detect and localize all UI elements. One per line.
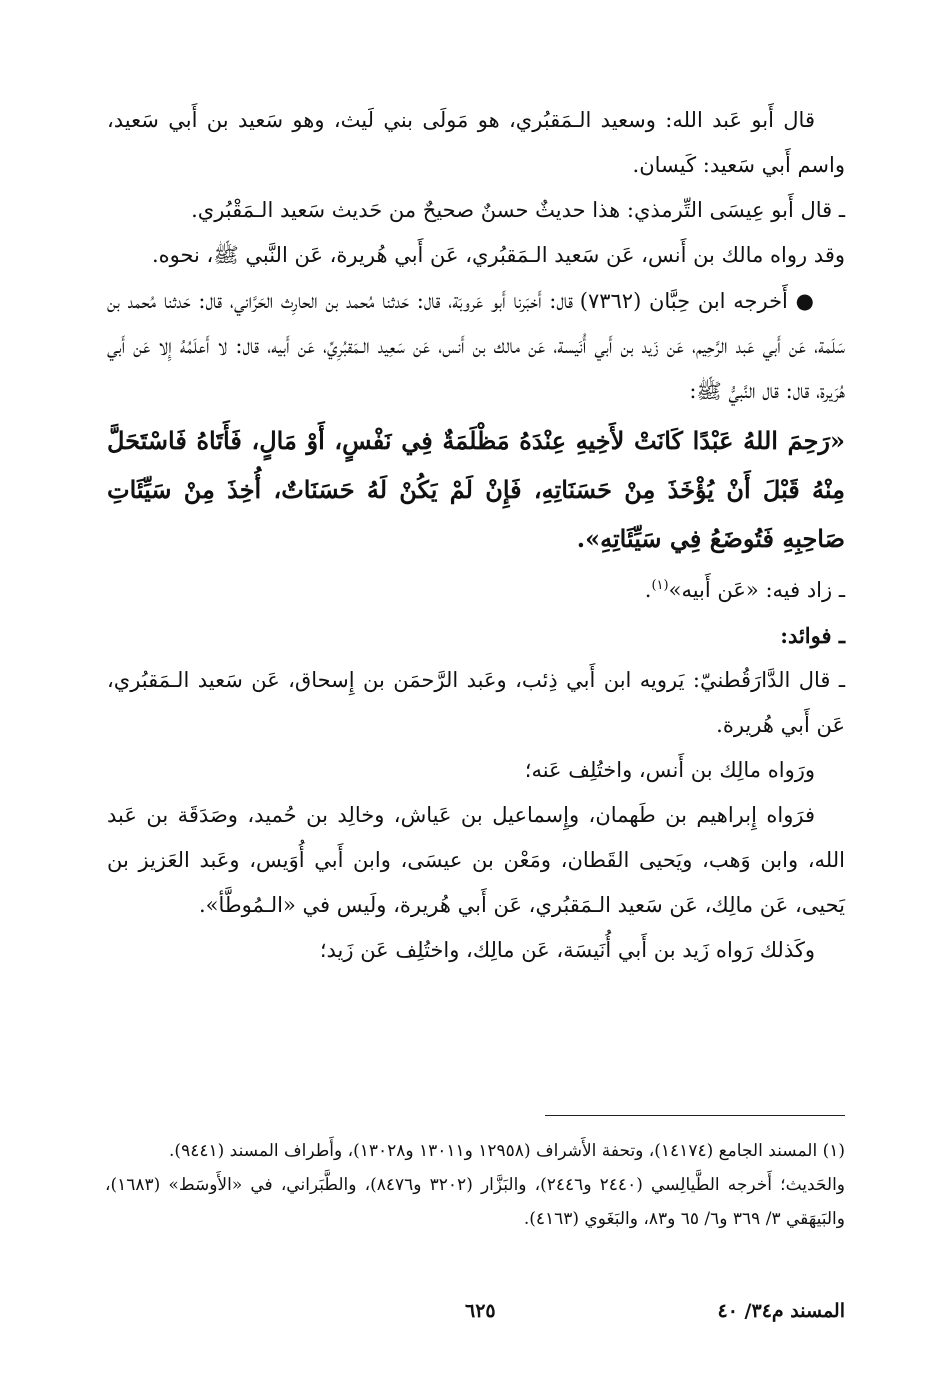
isnad-text: أَخرجه ابن حِبَّان (٧٣٦٢) قال: أَخبَرنا أَبو عَروبَة، قال: حَدثنا مُحمد بن الحارِث الحَرَّاني، قال: حَدثنا مُحمد بن سَلَمة، عَن أَبي عَبد الرَّحِيم، عَن زَيد بن أَبي أُنَيسة، عَن مالك بن أَنس، عَن سَعِيد الـمَقبُرِيِّ، عَن أَبيه، قال: لا أَعلَمُهُ إِلا عَن أَبي هُرَيرة، قال: قال النَّبيُّ ﷺ: xyxy=(107,289,845,403)
bullet-marker: ● xyxy=(795,288,815,313)
paragraph-tirmidhi: ـ قال أَبو عِيسَى التِّرمذي: هذا حديثٌ حسنٌ صحيحٌ من حَديث سَعيد الـمَقْبُري. xyxy=(191,198,845,222)
paragraph-abu-abdullah: قال أَبو عَبد الله: وسعيد الـمَقبُري، هو مَولَى بني لَيث، وهو سَعيد بن أَبي سَعيد، واسم أَبي سَعيد: كَيسان. xyxy=(107,108,845,177)
hadith-text: «رَحِمَ اللهُ عَبْدًا كَانَتْ لأَخِيهِ عِنْدَهُ مَظْلَمَةٌ فِي نَفْسٍ، أَوْ مَالٍ، فَأَتَاهُ فَاسْتَحَلَّ مِنْهُ قَبْلَ أَنْ يُؤْخَذَ مِنْ حَسَنَاتِهِ، فَإِنْ لَمْ يَكُنْ لَهُ حَسَنَاتٌ، أُخِذَ مِنْ سَيِّئَاتِ صَاحِبِهِ فَتُوضَعُ فِي سَيِّئَاتِهِ». xyxy=(107,426,845,553)
volume-label: المسند م٣٤/ ٤٠ xyxy=(717,1300,845,1322)
paragraph-zayd: وكَذلك رَواه زَيد بن أَبي أُنَيسَة، عَن مالِك، واختُلِف عَن زَيد؛ xyxy=(319,938,815,962)
paragraph-ibn-hibban xyxy=(107,278,845,414)
paragraph-addition xyxy=(107,563,845,613)
main-text xyxy=(107,98,845,973)
footnote-1: (١) المسند الجامع (١٤١٧٤)، وتحفة الأَشراف (١٢٩٥٨ و١٣٠١١ و١٣٠٢٨)، وأَطراف المسند (٩٤٤١). xyxy=(169,1141,845,1161)
footnote-ref: (١) xyxy=(651,578,669,593)
section-heading-benefits: ـ فوائد: xyxy=(780,623,845,648)
footnotes xyxy=(105,1134,845,1236)
addition-end: . xyxy=(644,578,652,602)
paragraph-daraqutni: ـ قال الدَّارَقُطنيّ: يَرويه ابن أَبي ذِئب، وعَبد الرَّحمَن بن إِسحاق، عَن سَعيد الـمَقبُري، عَن أَبي هُريرة. xyxy=(107,668,845,737)
page-number: ٦٢٥ xyxy=(465,1300,496,1322)
paragraph-narrators-list: فرَواه إِبراهيم بن طَهمان، وإِسماعيل بن عَياش، وخالِد بن حُميد، وصَدَقَة بن عَبد الله، وابن وَهب، ويَحيى القَطان، ومَعْن بن عيسَى، وابن أَبي أُوَيس، وعَبد العَزيز بن يَحيى، عَن مالِك، عَن سَعيد الـمَقبُري، عَن أَبي هُريرة، ولَيس في «الـمُوطَّأ». xyxy=(107,803,845,917)
page-footer xyxy=(105,1300,845,1334)
paragraph-malik: وقد رواه مالك بن أَنس، عَن سَعيد الـمَقبُري، عَن أَبي هُريرة، عَن النَّبي ﷺ، نحوه. xyxy=(151,243,845,267)
footnote-divider xyxy=(545,1115,845,1116)
addition-text: ـ زاد فيه: «عَن أَبيه» xyxy=(668,578,845,602)
paragraph-malik-narration: ورَواه مالِك بن أَنس، واختُلِف عَنه؛ xyxy=(524,758,815,782)
footnote-2: والحَديث؛ أَخرجه الطَّيالِسي (٢٤٤٠ و٢٤٤٦)، والبَزَّار (٣٢٠٢ و٨٤٧٦)، والطَّبَراني، في «الأَوسَط» (١٦٨٣)، والبَيهَقي ٣/ ٣٦٩ و٦/ ٦٥ و٨٣، والبَغَوي (٤١٦٣). xyxy=(105,1175,845,1229)
